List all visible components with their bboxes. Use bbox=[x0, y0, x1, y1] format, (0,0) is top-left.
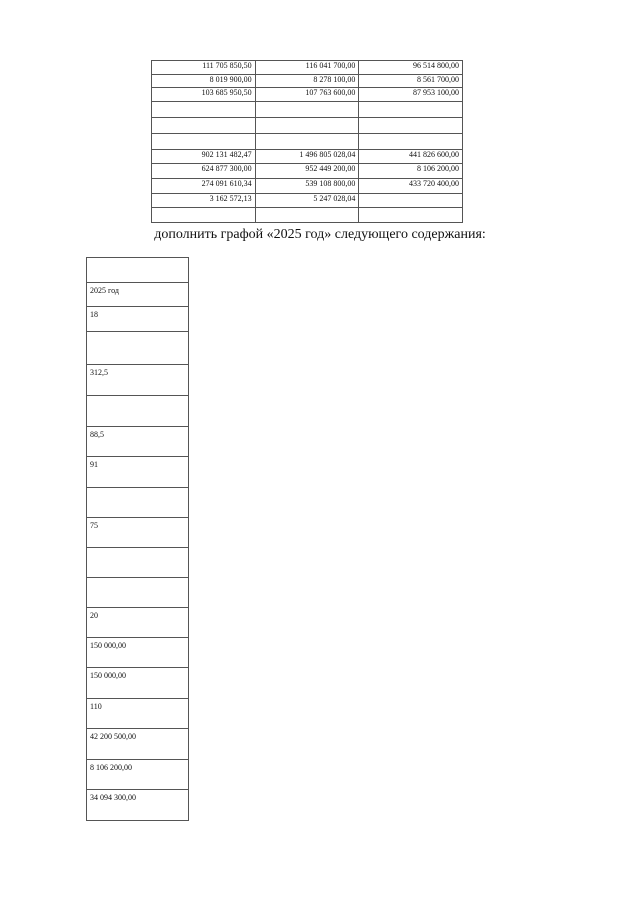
table-row bbox=[87, 518, 189, 548]
table-cell bbox=[152, 133, 256, 149]
table-cell bbox=[152, 208, 256, 223]
table-cell: 539 108 800,00 bbox=[255, 178, 359, 193]
table-row bbox=[87, 396, 189, 427]
table-cell: 111 705 850,50 bbox=[152, 61, 256, 75]
table-cell bbox=[359, 133, 463, 149]
table-cell bbox=[255, 208, 359, 223]
table-row bbox=[152, 133, 463, 149]
table-row bbox=[152, 101, 463, 117]
table-cell: 150 000,00 bbox=[87, 668, 189, 699]
table-row bbox=[152, 117, 463, 133]
table-row bbox=[87, 668, 189, 699]
table-row bbox=[152, 74, 463, 88]
table-cell: 87 953 100,00 bbox=[359, 88, 463, 102]
table-cell bbox=[359, 117, 463, 133]
table-row bbox=[152, 208, 463, 223]
table-cell: 8 278 100,00 bbox=[255, 74, 359, 88]
table-cell: 116 041 700,00 bbox=[255, 61, 359, 75]
table-cell: 5 247 028,04 bbox=[255, 193, 359, 208]
amendment-caption: дополнить графой «2025 год» следующего содержания: bbox=[154, 227, 486, 242]
table-cell: 103 685 950,50 bbox=[152, 88, 256, 102]
table-row bbox=[152, 193, 463, 208]
table-row bbox=[152, 164, 463, 179]
table-row bbox=[87, 608, 189, 638]
table-row bbox=[87, 729, 189, 760]
table-cell bbox=[152, 117, 256, 133]
table-cell: 624 877 300,00 bbox=[152, 164, 256, 179]
table-cell bbox=[255, 133, 359, 149]
table-cell: 2025 год bbox=[87, 283, 189, 307]
table-row bbox=[87, 457, 189, 488]
table-cell bbox=[87, 488, 189, 518]
table-cell: 91 bbox=[87, 457, 189, 488]
table-row bbox=[87, 790, 189, 821]
table-row bbox=[87, 760, 189, 790]
budget-table bbox=[151, 60, 463, 223]
table-cell bbox=[87, 396, 189, 427]
table-row bbox=[87, 365, 189, 396]
table-row bbox=[152, 61, 463, 75]
table-cell: 110 bbox=[87, 699, 189, 729]
table-row bbox=[87, 332, 189, 365]
table-cell: 3 162 572,13 bbox=[152, 193, 256, 208]
table-cell bbox=[255, 101, 359, 117]
table-row bbox=[87, 258, 189, 283]
table-cell: 88,5 bbox=[87, 427, 189, 457]
table-cell bbox=[87, 258, 189, 283]
table-cell: 274 091 610,34 bbox=[152, 178, 256, 193]
table-cell: 150 000,00 bbox=[87, 638, 189, 668]
table-row bbox=[87, 638, 189, 668]
table-cell bbox=[87, 332, 189, 365]
table-cell: 75 bbox=[87, 518, 189, 548]
table-row bbox=[87, 307, 189, 332]
table-cell: 312,5 bbox=[87, 365, 189, 396]
table-cell bbox=[359, 101, 463, 117]
table-cell bbox=[359, 193, 463, 208]
table-cell bbox=[87, 578, 189, 608]
table-cell bbox=[152, 101, 256, 117]
table-cell: 8 106 200,00 bbox=[359, 164, 463, 179]
year-2025-column-table bbox=[86, 257, 189, 821]
table-cell: 96 514 800,00 bbox=[359, 61, 463, 75]
table-row bbox=[152, 178, 463, 193]
table-cell bbox=[87, 548, 189, 578]
table-cell: 902 131 482,47 bbox=[152, 149, 256, 164]
table-cell: 34 094 300,00 bbox=[87, 790, 189, 821]
table-row bbox=[152, 88, 463, 102]
table-cell: 433 720 400,00 bbox=[359, 178, 463, 193]
table-cell: 107 763 600,00 bbox=[255, 88, 359, 102]
table-cell bbox=[255, 117, 359, 133]
table-row bbox=[87, 427, 189, 457]
table-cell: 8 561 700,00 bbox=[359, 74, 463, 88]
table-cell: 8 019 900,00 bbox=[152, 74, 256, 88]
table-cell: 1 496 805 028,04 bbox=[255, 149, 359, 164]
table-cell: 8 106 200,00 bbox=[87, 760, 189, 790]
table-row bbox=[87, 699, 189, 729]
table-cell: 441 826 600,00 bbox=[359, 149, 463, 164]
table-row bbox=[87, 548, 189, 578]
table-cell bbox=[359, 208, 463, 223]
table-cell: 952 449 200,00 bbox=[255, 164, 359, 179]
table-row bbox=[87, 283, 189, 307]
table-cell: 18 bbox=[87, 307, 189, 332]
table-cell: 42 200 500,00 bbox=[87, 729, 189, 760]
table-row bbox=[152, 149, 463, 164]
table-cell: 20 bbox=[87, 608, 189, 638]
table-row bbox=[87, 578, 189, 608]
table-row bbox=[87, 488, 189, 518]
